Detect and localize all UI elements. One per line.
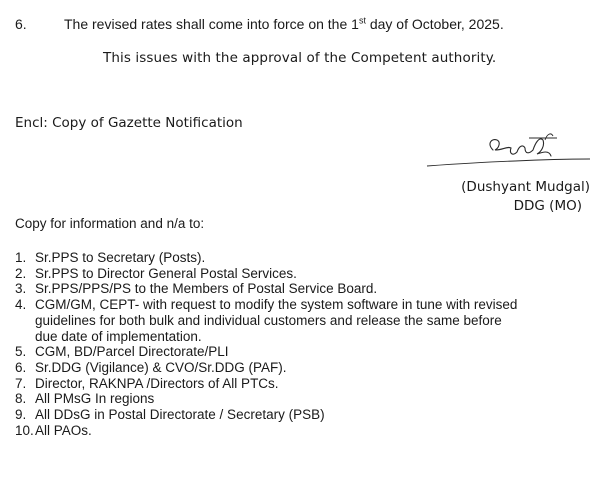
list-item xyxy=(15,250,517,266)
list-item xyxy=(15,344,517,360)
list-item-text: Sr.PPS/PPS/PS to the Members of Postal Service Board. xyxy=(35,281,378,297)
list-item xyxy=(15,407,517,423)
list-item xyxy=(15,391,517,407)
list-item xyxy=(15,266,517,282)
list-item-number: 10. xyxy=(15,422,34,438)
list-item xyxy=(15,423,517,439)
signatory-designation: DDG (MO) xyxy=(513,198,582,214)
list-item-text: All PMsG In regions xyxy=(35,391,155,407)
list-item-text: Sr.PPS to Secretary (Posts). xyxy=(35,250,206,265)
paragraph-text-before: The revised rates shall come into force on the 1 xyxy=(64,16,359,32)
approval-line: This issues with the approval of the Competent authority. xyxy=(103,50,497,66)
list-item-number: 1. xyxy=(15,250,27,265)
list-item-text: All PAOs. xyxy=(35,422,92,438)
list-item-text: Sr.PPS to Director General Postal Services. xyxy=(35,265,297,281)
list-item-number: 8. xyxy=(15,391,27,407)
copy-heading: Copy for information and n/a to: xyxy=(15,216,205,231)
list-item xyxy=(15,360,517,376)
list-item-text: CGM, BD/Parcel Directorate/PLI xyxy=(35,344,229,360)
list-item xyxy=(15,297,517,344)
list-item-text: CGM/GM, CEPT- with request to modify the system software in tune with revised guidelines for both bulk and individual customers and release the same before due date of implementation. xyxy=(35,297,518,344)
enclosure-line: Encl: Copy of Gazette Notification xyxy=(15,115,243,131)
signatory-name: (Dushyant Mudgal) xyxy=(461,179,590,195)
list-item-text: Director, RAKNPA /Directors of All PTCs. xyxy=(35,375,279,391)
copy-list xyxy=(15,250,517,438)
list-item-number: 5. xyxy=(15,344,27,360)
paragraph-number: 6. xyxy=(15,16,27,32)
list-item-number: 4. xyxy=(15,297,27,313)
list-item-number: 3. xyxy=(15,281,27,297)
list-item-text: Sr.DDG (Vigilance) & CVO/Sr.DDG (PAF). xyxy=(35,359,287,375)
list-item-number: 9. xyxy=(15,407,27,423)
paragraph-text-after: day of October, 2025. xyxy=(365,16,504,32)
paragraph-text xyxy=(64,16,504,32)
list-item xyxy=(15,281,517,297)
list-item-number: 7. xyxy=(15,375,27,391)
list-item xyxy=(15,376,517,392)
list-item-number: 2. xyxy=(15,265,27,281)
handwritten-signature xyxy=(425,128,595,178)
ordinal-superscript: st xyxy=(358,15,366,26)
list-item-number: 6. xyxy=(15,359,27,375)
list-item-text: All DDsG in Postal Directorate / Secretary (PSB) xyxy=(35,407,325,423)
